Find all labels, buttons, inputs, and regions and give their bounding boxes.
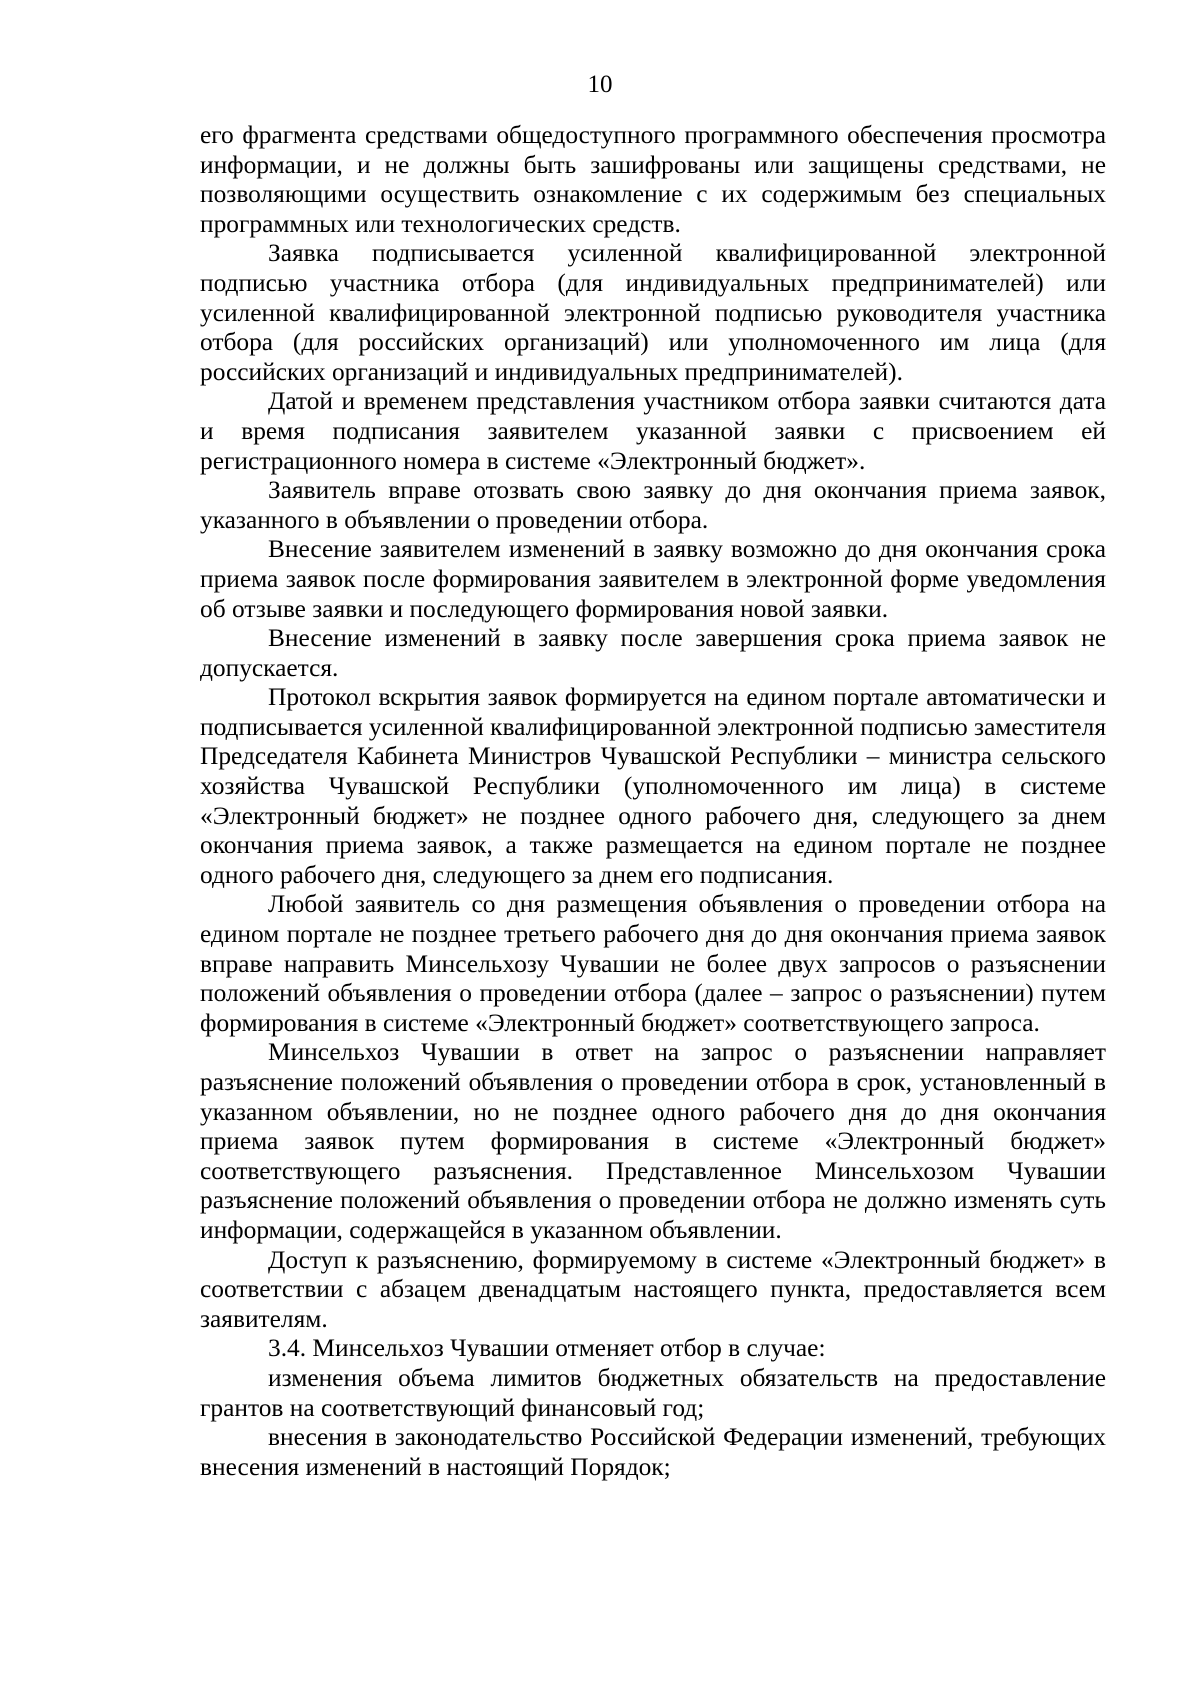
paragraph: Заявка подписывается усиленной квалифицированной электронной подписью участника отбора (для индивидуальных предпринимателей) или усиленной квалифицированной электронной подписью руководителя участника отбора (для российских организаций) или уполномоченного им лица (для российских организаций и индивидуальных предпринимателей). [200,239,1106,386]
document-body [200,121,1106,1482]
paragraph: Заявитель вправе отозвать свою заявку до дня окончания приема заявок, указанного в объявлении о проведении отбора. [200,476,1106,534]
paragraph: Любой заявитель со дня размещения объявления о проведении отбора на едином портале не позднее третьего рабочего дня до дня окончания приема заявок вправе направить Минсельхозу Чувашии не более двух запросов о разъяснении положений объявления о проведении отбора (далее – запрос о разъяснении) путем формирования в системе «Электронный бюджет» соответствующего запроса. [200,890,1106,1037]
paragraph: Доступ к разъяснению, формируемому в системе «Электронный бюджет» в соответствии с абзацем двенадцатым настоящего пункта, предоставляется всем заявителям. [200,1245,1106,1333]
section-heading-3-4: 3.4. Минсельхоз Чувашии отменяет отбор в случае: [268,1334,826,1363]
page-number: 10 [587,71,613,98]
paragraph: Минсельхоз Чувашии в ответ на запрос о разъяснении направляет разъяснение положений объявления о проведении отбора в срок, установленный в указанном объявлении, но не позднее одного рабочего дня до дня окончания приема заявок путем формирования в системе «Электронный бюджет» соответствующего разъяснения. Представленное Минсельхозом Чувашии разъяснение положений объявления о проведении отбора не должно изменять суть информации, содержащейся в указанном объявлении. [200,1038,1106,1244]
paragraph: Датой и временем представления участником отбора заявки считаются дата и время подписания заявителем указанной заявки с присвоением ей регистрационного номера в системе «Электронный бюджет». [200,387,1106,475]
paragraph: Протокол вскрытия заявок формируется на едином портале автоматически и подписывается усиленной квалифицированной электронной подписью заместителя Председателя Кабинета Министров Чувашской Республики – министра сельского хозяйства Чувашской Республики (уполномоченного им лица) в системе «Электронный бюджет» не позднее одного рабочего дня, следующего за днем окончания приема заявок, а также размещается на едином портале не позднее одного рабочего дня, следующего за днем его подписания. [200,683,1106,889]
list-item: изменения объема лимитов бюджетных обязательств на предоставление грантов на соответствующий финансовый год; [200,1363,1106,1422]
paragraph: его фрагмента средствами общедоступного программного обеспечения просмотра информации, и не должны быть зашифрованы или защищены средствами, не позволяющими осуществить ознакомление с их содержимым без специальных программных или технологических средств. [200,121,1106,238]
list-item: внесения в законодательство Российской Федерации изменений, требующих внесения изменений в настоящий Порядок; [200,1423,1106,1481]
paragraph: Внесение заявителем изменений в заявку возможно до дня окончания срока приема заявок после формирования заявителем в электронной форме уведомления об отзыве заявки и последующего формирования новой заявки. [200,535,1106,623]
paragraph: Внесение изменений в заявку после завершения срока приема заявок не допускается. [200,624,1106,682]
